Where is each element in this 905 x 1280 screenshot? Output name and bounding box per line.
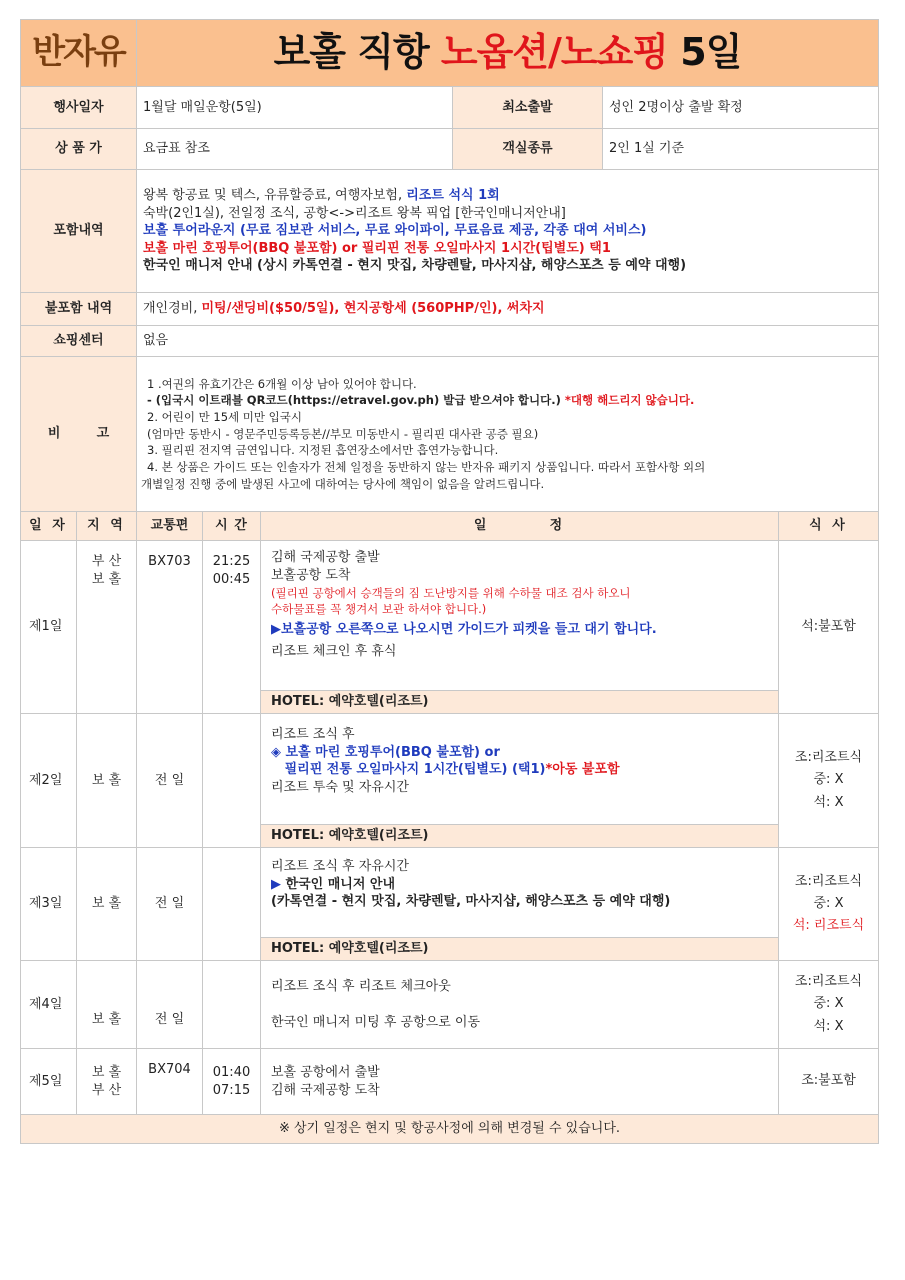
day4-meal <box>779 961 879 1049</box>
date-label: 행사일자 <box>21 87 137 129</box>
include-line2: 숙박(2인1실), 전일정 조식, 공항<->리조트 왕복 픽업 [한국인매니저안내] <box>143 205 566 221</box>
shop-value: 없음 <box>137 326 879 357</box>
title-part2: 노옵션/노쇼핑 <box>440 30 669 75</box>
price-label: 상 품 가 <box>21 129 137 170</box>
room-label: 객실종류 <box>453 129 603 170</box>
itinerary-sheet <box>20 19 878 1144</box>
day5-label: 제5일 <box>21 1049 77 1115</box>
day1-label: 제1일 <box>21 541 77 714</box>
day2-hotel: HOTEL: 예약호텔(리조트) <box>261 824 778 847</box>
day3-meal <box>779 848 879 961</box>
note-line3: 2. 어린이 만 15세 미만 입국시 <box>147 409 302 424</box>
note-line4: (엄마만 동반시 - 영문주민등록등본//부모 미동반시 - 필리핀 대사관 공증 필요) <box>147 426 539 441</box>
day4-meal3: 석: X <box>813 1018 844 1034</box>
min-value: 성인 2명이상 출발 확정 <box>603 87 879 129</box>
brand-label: 반자유 <box>21 20 137 87</box>
day3-line2 <box>271 876 768 894</box>
day3-line2-text: 한국인 매니저 안내 <box>285 876 396 892</box>
col-meal: 식 사 <box>779 512 879 541</box>
day1-row <box>21 541 879 714</box>
note-label: 비 고 <box>21 357 137 512</box>
include-line3: 보홀 투어라운지 (무료 짐보관 서비스, 무료 와이파이, 무료음료 제공, 각종 대여 서비스) <box>143 223 647 239</box>
include-line4: 보홀 마린 호핑투어(BBQ 불포함) or 필리핀 전통 오일마사지 1시간(팁별도) 택1 <box>143 240 611 256</box>
day2-line3-text: 필리핀 전통 오일마사지 1시간(팁별도) (택1) <box>271 762 546 778</box>
day2-row <box>21 714 879 848</box>
include-line1 <box>143 187 872 205</box>
day4-meal1: 조:리조트식 <box>794 974 863 990</box>
min-label: 최소출발 <box>453 87 603 129</box>
include-label: 포함내역 <box>21 170 137 293</box>
day5-place1: 보 홀 <box>91 1064 122 1080</box>
day1-meal: 석:불포함 <box>779 541 879 714</box>
day5-time <box>203 1049 261 1115</box>
col-plan: 일 정 <box>261 512 779 541</box>
day3-meal1: 조:리조트식 <box>794 873 863 889</box>
shop-label: 쇼핑센터 <box>21 326 137 357</box>
day4-plan <box>261 961 779 1049</box>
include-content <box>137 170 879 293</box>
day5-line1: 보홀 공항에서 출발 <box>271 1064 380 1080</box>
day5-row <box>21 1049 879 1115</box>
exclude-text: 개인경비, <box>143 301 202 317</box>
day2-place: 보 홀 <box>77 714 137 848</box>
day4-label: 제4일 <box>21 961 77 1049</box>
note-line5: 3. 필리핀 전지역 금연입니다. 지정된 흡연장소에서만 흡연가능합니다. <box>147 443 499 458</box>
day5-plan <box>261 1049 779 1115</box>
day1-line4: 수하물표를 꼭 챙겨서 보관 하셔야 합니다.) <box>271 601 487 616</box>
note-line6: 4. 본 상품은 가이드 또는 인솔자가 전체 일정을 동반하지 않는 반자유 패키지 상품입니다. 따라서 포함사항 외의 <box>147 460 706 474</box>
day1-plan <box>261 541 779 714</box>
day5-line2: 김해 국제공항 도착 <box>271 1082 380 1098</box>
day1-line2: 보홀공항 도착 <box>271 567 351 583</box>
day1-time2: 00:45 <box>212 571 251 587</box>
day1-line1: 김해 국제공항 출발 <box>271 550 380 565</box>
col-time: 시 간 <box>203 512 261 541</box>
title-part1: 보홀 직항 <box>273 30 429 75</box>
day3-label: 제3일 <box>21 848 77 961</box>
title-row <box>21 20 879 87</box>
day1-place2: 보 홀 <box>91 571 122 587</box>
day2-line1: 리조트 조식 후 <box>271 727 355 742</box>
day5-place <box>77 1049 137 1115</box>
day2-line2-text: 보홀 마린 호핑투어(BBQ 불포함) or <box>285 744 500 760</box>
day4-line2: 한국인 매니저 미팅 후 공항으로 이동 <box>271 1014 481 1030</box>
day4-row <box>21 961 879 1049</box>
day3-meal2: 중: X <box>813 895 844 911</box>
day4-meal2: 중: X <box>813 996 844 1012</box>
schedule-header <box>21 512 879 541</box>
col-flight: 교통편 <box>137 512 203 541</box>
note-line1: 1 .여권의 유효기간은 6개월 이상 남아 있어야 합니다. <box>147 376 417 391</box>
page-title <box>137 20 879 87</box>
day2-line4: 리조트 투숙 및 자유시간 <box>271 779 409 795</box>
schedule-table <box>20 511 879 1144</box>
day1-line6: 리조트 체크인 후 휴식 <box>271 643 397 659</box>
day4-line1: 리조트 조식 후 리조트 체크아웃 <box>271 978 451 994</box>
triangle-icon: ▶ <box>271 876 286 892</box>
footer-row <box>21 1115 879 1144</box>
day1-hotel: HOTEL: 예약호텔(리조트) <box>261 690 778 713</box>
exclude-highlight: 미팅/샌딩비($50/5일), 현지공항세 (560PHP/인), 써차지 <box>201 301 545 317</box>
note-line2-warning: *대행 해드리지 않습니다. <box>564 393 695 408</box>
day2-label: 제2일 <box>21 714 77 848</box>
day3-place: 보 홀 <box>77 848 137 961</box>
day2-line3-warning: *아동 불포함 <box>545 762 620 778</box>
title-part3: 5일 <box>680 30 742 75</box>
day1-time <box>203 541 261 714</box>
day4-transport: 전 일 <box>137 961 203 1049</box>
day2-time <box>203 714 261 848</box>
day3-line3: (카톡연결 - 현지 맛집, 차량렌탈, 마사지샵, 해양스포츠 등 예약 대행) <box>271 894 671 910</box>
date-value: 1월달 매일운항(5일) <box>137 87 453 129</box>
day5-time1: 01:40 <box>212 1064 251 1080</box>
note-content <box>137 357 879 512</box>
diamond-icon: ◈ <box>271 744 286 760</box>
day1-place1: 부 산 <box>91 554 122 569</box>
exclude-content <box>137 293 879 326</box>
day1-flight: BX703 <box>137 541 203 714</box>
day1-line5: ▶보홀공항 오른쪽으로 나오시면 가이드가 피켓을 들고 대기 합니다. <box>271 622 657 638</box>
day2-line3 <box>271 761 768 779</box>
day3-row <box>21 848 879 961</box>
day2-line2 <box>271 744 768 762</box>
day2-transport: 전 일 <box>137 714 203 848</box>
day5-place2: 부 산 <box>91 1082 122 1098</box>
note-line2-text: - (입국시 이트래블 QR코드(https://etravel.gov.ph) 발급 받으셔야 합니다.) <box>147 393 565 408</box>
col-day: 일 자 <box>21 512 77 541</box>
note-line2 <box>141 392 872 409</box>
day5-time2: 07:15 <box>212 1082 251 1098</box>
day3-transport: 전 일 <box>137 848 203 961</box>
day3-line1: 리조트 조식 후 자유시간 <box>271 859 409 874</box>
day3-hotel: HOTEL: 예약호텔(리조트) <box>261 937 778 960</box>
day3-meal3: 석: 리조트식 <box>792 918 865 934</box>
day1-time1: 21:25 <box>212 554 251 569</box>
col-place: 지 역 <box>77 512 137 541</box>
include-line5: 한국인 매니저 안내 (상시 카톡연결 - 현지 맛집, 차량렌탈, 마사지샵, 해양스포츠 등 예약 대행) <box>143 258 687 274</box>
day3-plan <box>261 848 779 961</box>
exclude-label: 불포함 내역 <box>21 293 137 326</box>
day1-place <box>77 541 137 714</box>
day2-meal2: 중: X <box>813 772 844 788</box>
room-value: 2인 1실 기준 <box>603 129 879 170</box>
day2-meal1: 조:리조트식 <box>794 750 863 766</box>
day2-meal3: 석: X <box>813 794 844 810</box>
day3-time <box>203 848 261 961</box>
day4-place: 보 홀 <box>77 961 137 1049</box>
include-line1-text: 왕복 항공료 및 텍스, 유류할증료, 여행자보험, <box>143 188 407 204</box>
day5-meal: 조:불포함 <box>779 1049 879 1115</box>
day5-flight: BX704 <box>137 1049 203 1115</box>
day2-plan <box>261 714 779 848</box>
footer-note: ※ 상기 일정은 현지 및 항공사정에 의해 변경될 수 있습니다. <box>21 1115 879 1144</box>
price-value: 요금표 참조 <box>137 129 453 170</box>
info-table <box>20 19 879 512</box>
include-line1-highlight: 리조트 석식 1회 <box>406 188 500 204</box>
day2-meal <box>779 714 879 848</box>
day4-time <box>203 961 261 1049</box>
note-line7: 개별일정 진행 중에 발생된 사고에 대하여는 당사에 책임이 없음을 알려드립니다. <box>141 476 545 491</box>
day1-line3: (필리핀 공항에서 승객들의 짐 도난방지를 위해 수하물 대조 검사 하오니 <box>271 586 631 601</box>
